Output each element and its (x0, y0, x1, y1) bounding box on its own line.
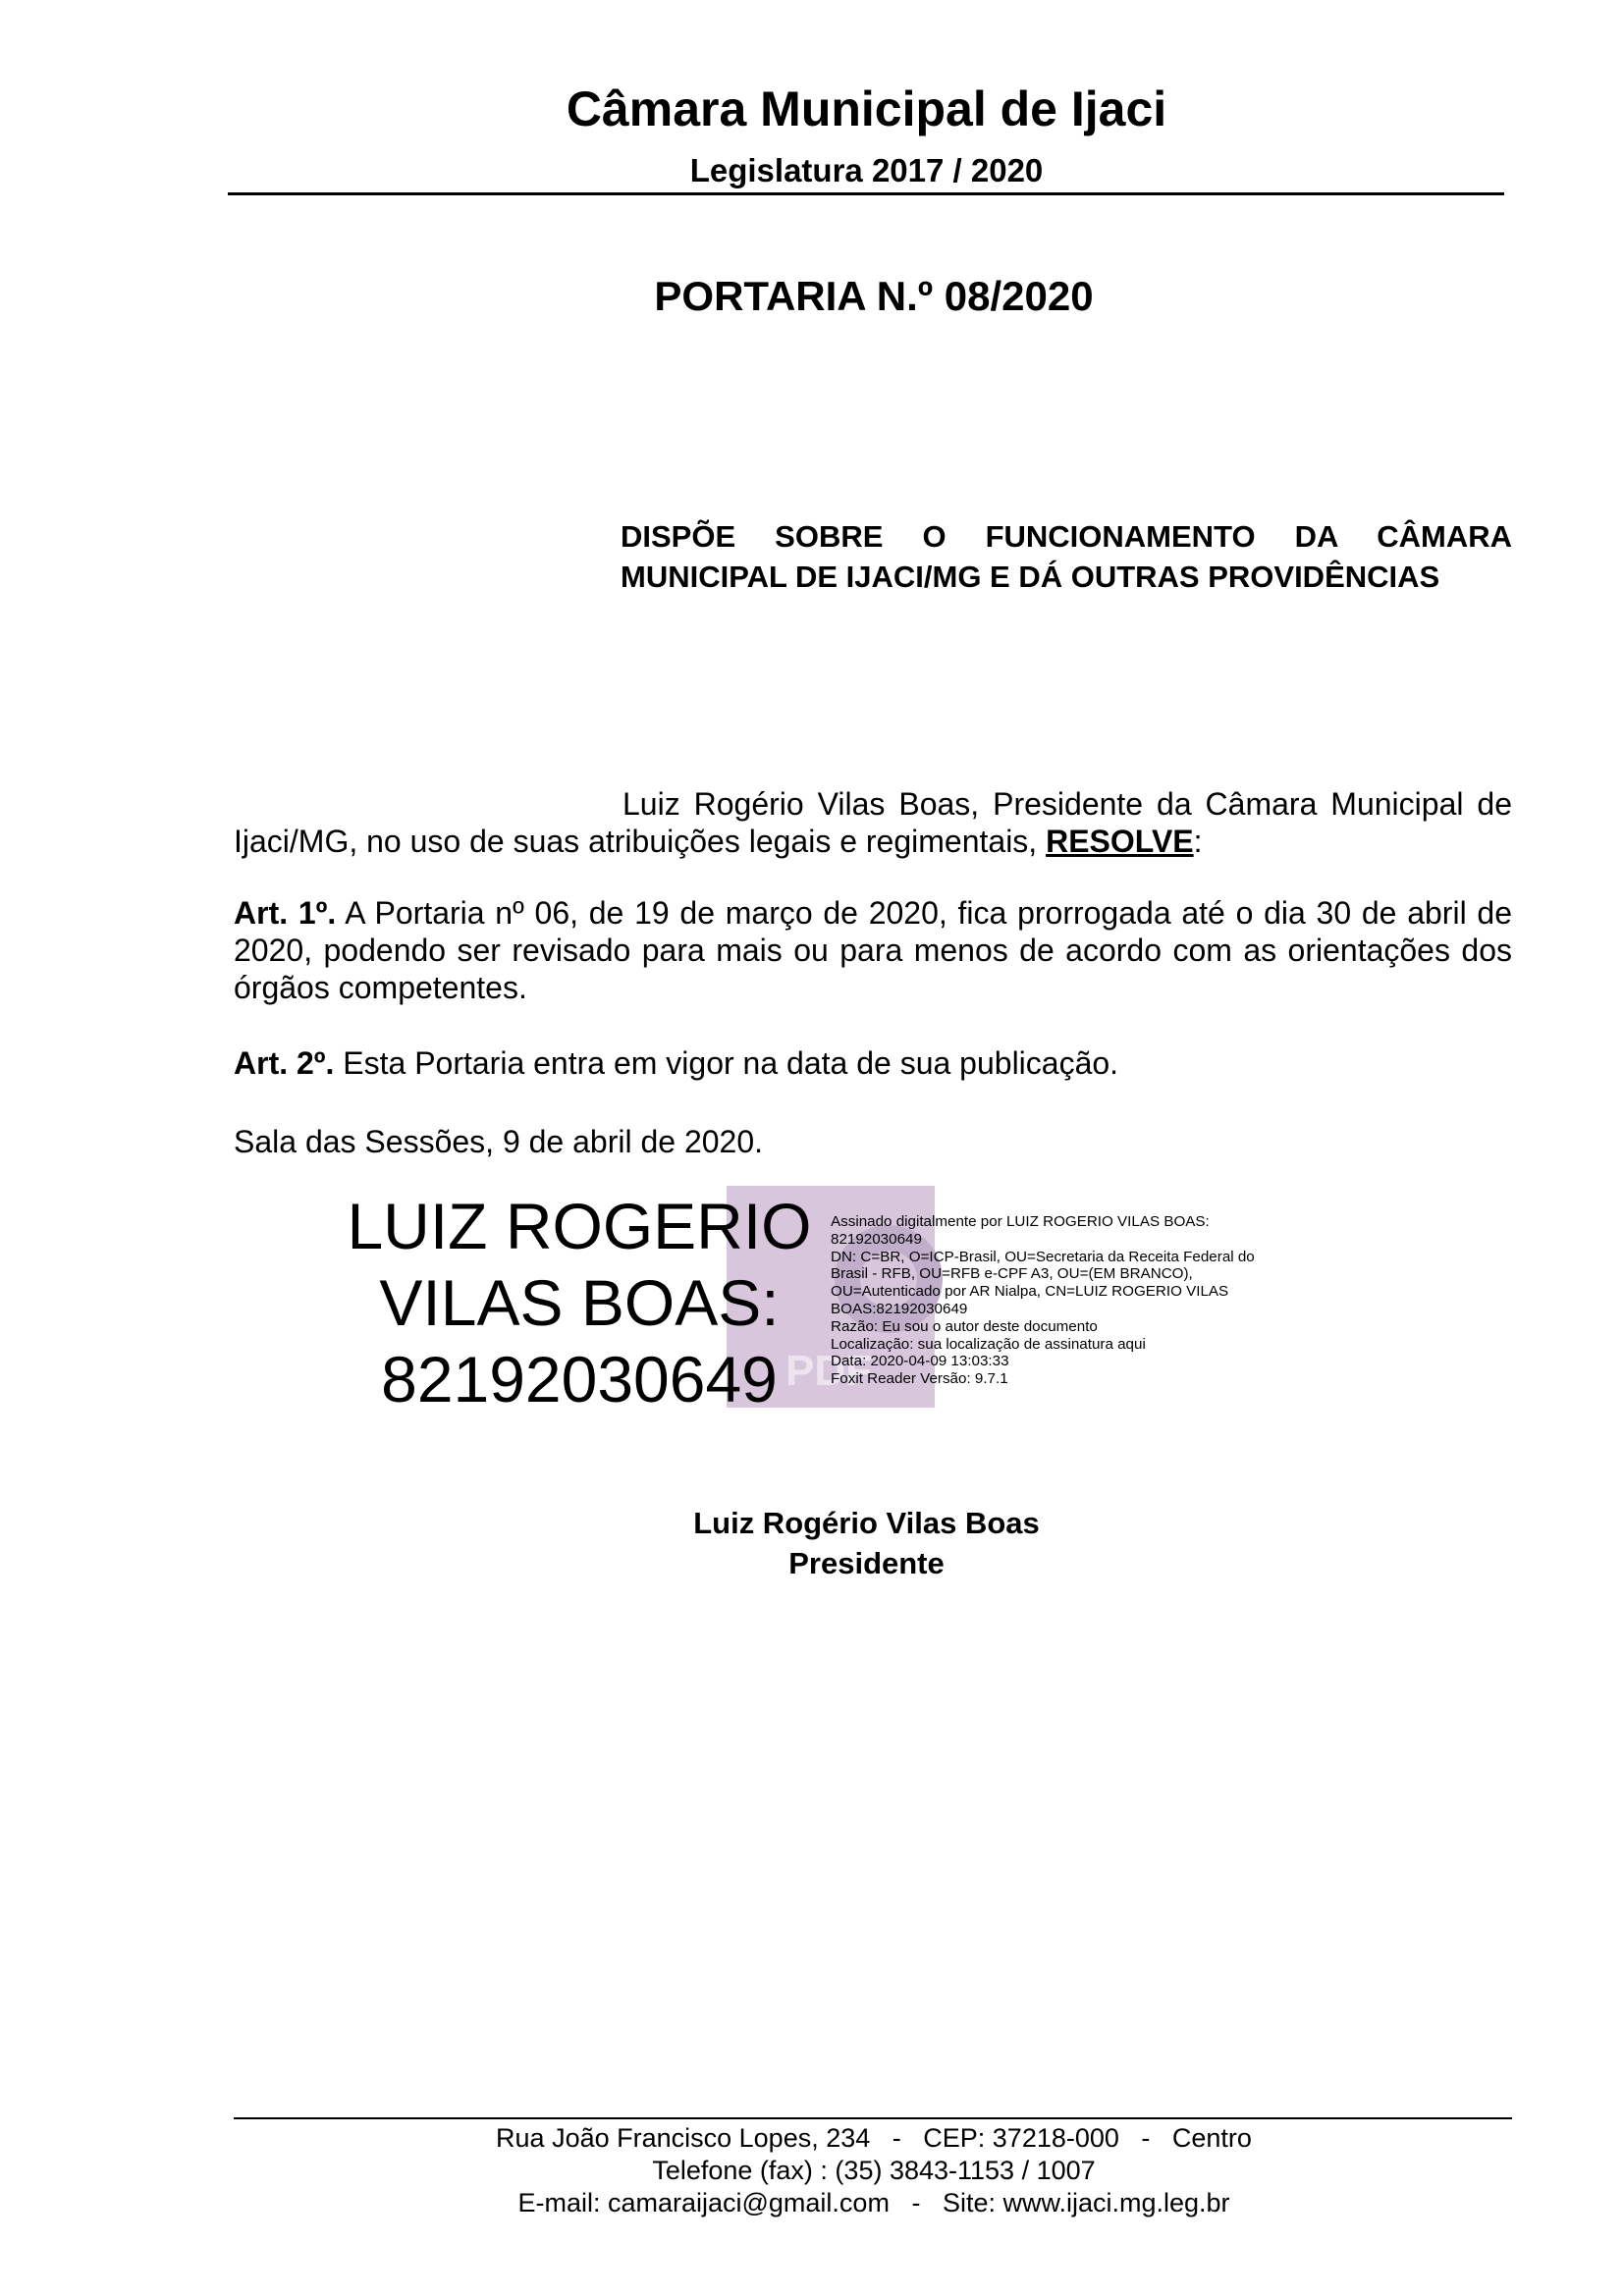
header-divider (228, 192, 1504, 195)
signature-name-line-3: 82192030649 (381, 1343, 778, 1415)
signature-detail-line: Foxit Reader Versão: 9.7.1 (831, 1370, 1008, 1388)
intro-paragraph (234, 785, 1512, 860)
signature-detail-line: Data: 2020-04-09 13:03:33 (831, 1353, 1009, 1370)
signature-name-line-1: LUIZ ROGERIO (347, 1190, 812, 1262)
signature-detail-line: Assinado digitalmente por LUIZ ROGERIO VILAS BOAS: (831, 1213, 1210, 1230)
article-1-label: Art. 1º. (234, 895, 337, 931)
signature-detail-line: DN: C=BR, O=ICP-Brasil, OU=Secretaria da Receita Federal do (831, 1248, 1255, 1265)
intro-text: Luiz Rogério Vilas Boas, Presidente da Câmara Municipal de Ijaci/MG, no uso de suas atribuições legais e regimentais, (234, 786, 1512, 859)
document-ementa: DISPÕE SOBRE O FUNCIONAMENTO DA CÂMARA MUNICIPAL DE IJACI/MG E DÁ OUTRAS PROVIDÊNCIAS (621, 519, 1512, 594)
signer-block (0, 1503, 1623, 1583)
footer (0, 2122, 1623, 2219)
signature-detail-line: Localização: sua localização de assinatura aqui (831, 1335, 1146, 1353)
signature-detail-line: Razão: Eu sou o autor deste documento (831, 1317, 1098, 1335)
article-1-text: A Portaria nº 06, de 19 de março de 2020, fica prorrogada até o dia 30 de abril de 2020, podendo ser revisado para mais ou para menos de acordo com as orientações dos órgãos competentes. (234, 895, 1513, 1005)
article-1 (234, 894, 1512, 1006)
stamp-watermark: PDF (785, 1347, 872, 1395)
footer-phone: Telefone (fax) : (35) 3843-1153 / 1007 (652, 2156, 1096, 2185)
footer-contact: E-mail: camaraijaci@gmail.com - Site: www.ijaci.mg.leg.br (517, 2188, 1230, 2217)
signature-detail-line: BOAS:82192030649 (831, 1300, 968, 1317)
signature-detail-line: Brasil - RFB, OU=RFB e-CPF A3, OU=(EM BRANCO), (831, 1265, 1193, 1283)
signer-role: Presidente (788, 1546, 945, 1580)
resolve-keyword: RESOLVE (1046, 824, 1194, 859)
legislature-period: Legislatura 2017 / 2020 (689, 152, 1044, 188)
chamber-name: Câmara Municipal de Ijaci (566, 81, 1167, 136)
intro-end: : (1193, 824, 1203, 859)
digital-signature-name (324, 1188, 835, 1417)
signature-detail-line: OU=Autenticado por AR Nialpa, CN=LUIZ ROGERIO VILAS (831, 1283, 1229, 1301)
signature-detail-line: 82192030649 (831, 1230, 922, 1248)
article-2-label: Art. 2º. (234, 1045, 335, 1081)
document-title: PORTARIA N.º 08/2020 (654, 273, 1094, 319)
article-2 (234, 1044, 1512, 1082)
footer-address: Rua João Francisco Lopes, 234 - CEP: 37218-000 - Centro (496, 2123, 1252, 2153)
article-2-text: Esta Portaria entra em vigor na data de sua publicação. (334, 1045, 1119, 1081)
footer-divider (234, 2117, 1512, 2119)
signer-name: Luiz Rogério Vilas Boas (693, 1506, 1040, 1540)
signature-name-line-2: VILAS BOAS: (379, 1266, 780, 1339)
signature-details (831, 1213, 1322, 1388)
closing-line: Sala das Sessões, 9 de abril de 2020. (234, 1124, 764, 1159)
